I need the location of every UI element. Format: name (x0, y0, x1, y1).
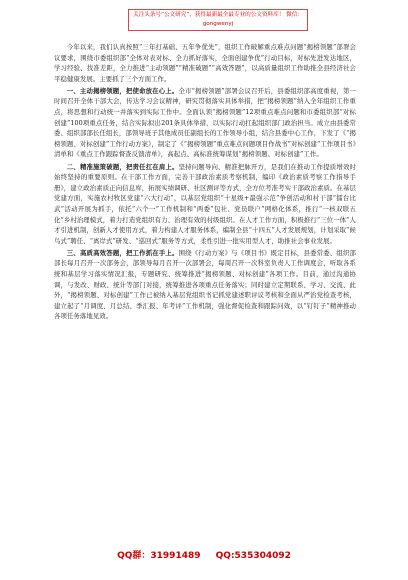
intro-paragraph (54, 42, 356, 84)
section-2-heading: 二、精准施策破题，把责任扛在肩上。 (66, 162, 179, 171)
promo-banner (128, 9, 308, 31)
section-3-text: 围绕《行动方案》与《项目书》既定目标，县委常委、组织部部长每月召开一次部务会，部领导每月召开一次部署会，每周召开一次科室负责人工作调度会，听取各系统和基层学习落实情况汇报，专题研究、统筹推进“揭榜领题、对标创建”各项工作。目前，通过沟通协调，与发改、财政、统计等部门对接，统筹推进各项重点任务落实；同时建立定期联系、学习、交流、此外，“揭榜领题、对标创建”工作已被纳入基层党组织书记抓党建述职评议考核和全面从严治党检查考核，建立起了“月调度、月总结、季汇报、年考评”工作机制，强化督促检查和跟踪问效，以“钉钉子”精神推动各项任务落地见效。 (54, 248, 356, 321)
promo-banner-line1: 关注头条号“公文研究”，获得最新最全最专业的公文资料库！ 微信：gongwenyj (133, 12, 303, 27)
section-3-paragraph (54, 248, 356, 322)
section-2-paragraph (54, 162, 356, 247)
footer-qq-group: QQ群：31991489 (117, 551, 201, 561)
footer-qq: QQ:535304092 (215, 551, 291, 561)
page-footer (0, 548, 408, 561)
section-2-text: 坚持问题导向、精准把脉开方，是我们在推动工作提质增效时始终坚持的重要原则。在干部工作方面，完善干部政治素质考察机制，编印《政治素质考察工作指导手册》，建立政治素质正向信息库，拓展实绩调研、社区测评等方式，全方位考准考实干部政治素质。在基层党建方面，实施农村牧区党建“六大行动”，以基层党组织“十星级+最强示范”争创活动和村干部“擂台比武”活动开展为抓手，依托“六个一”工作机制和“两委”包社、党员联户”网格化体系，推行“一核双联五化”乡村治理模式，着力打造党组织有力、治理有效的村级组织。在人才工作方面，积极推行“三位一体”人才引进机制，创新人才使用方式，着力构建人才服务体系，编制全县“十四五”人才发展规划，计划采取“候鸟式”聘任、“离岸式”研发、“巡回式”服务等方式，柔性引进一批实用型人才，助推社会事业发展。 (54, 162, 356, 245)
section-1-heading: 一、主动揭榜领题，把使命放在心上。 (66, 86, 179, 95)
section-1-text: 全市“揭榜领题”部署会议召开后，县委组织部高度重视，第一时间召开全体干部大会，传达学习会议精神，研究贯彻落实具体举措，把“揭榜领题”纳入全年组织工作重点，将思想和行动统一并落实到实际工作中。全面认领“揭榜领题”12项重点难点问题和市委组织部“对标创建”100项重点任务，结合实际拟出201条具体举措，以实际行动扛起组织部门政治担当。成立由县委常委、组织部部长任组长，部领导班子其他成员任副组长的工作领导小组，结合县委中心工作，下发了《“揭榜领题、对标创建”工作行动方案》，制定了《“揭榜领题”重点难点问题项目作战书”对标创建”工作项目书》清单和《重点工作跟踪督查反馈清单》，高起点、高标准统筹谋划“揭榜领题、对标创建”工作。 (54, 86, 356, 159)
document-body (54, 42, 356, 534)
section-3-heading: 三、高质高效答题，把工作抓在手上。 (66, 248, 179, 257)
section-1-paragraph (54, 86, 356, 160)
paragraph-text: 今年以来，我们认真按照“三年打基础、五年争优先”，组织工作破解重点难点问题“揭榜领题”部署会议要求，围绕市委组织部“全体对表对标、全力抓好落实，全面创建争优”行动目标，对标先进发达地区，学习经验、找准差距，全力推进“主动领题”“精准破题”“高效答题”，以高质量组织工作助推全县经济社会平稳健康发展。主要抓了三个方面工作。 (54, 43, 356, 83)
